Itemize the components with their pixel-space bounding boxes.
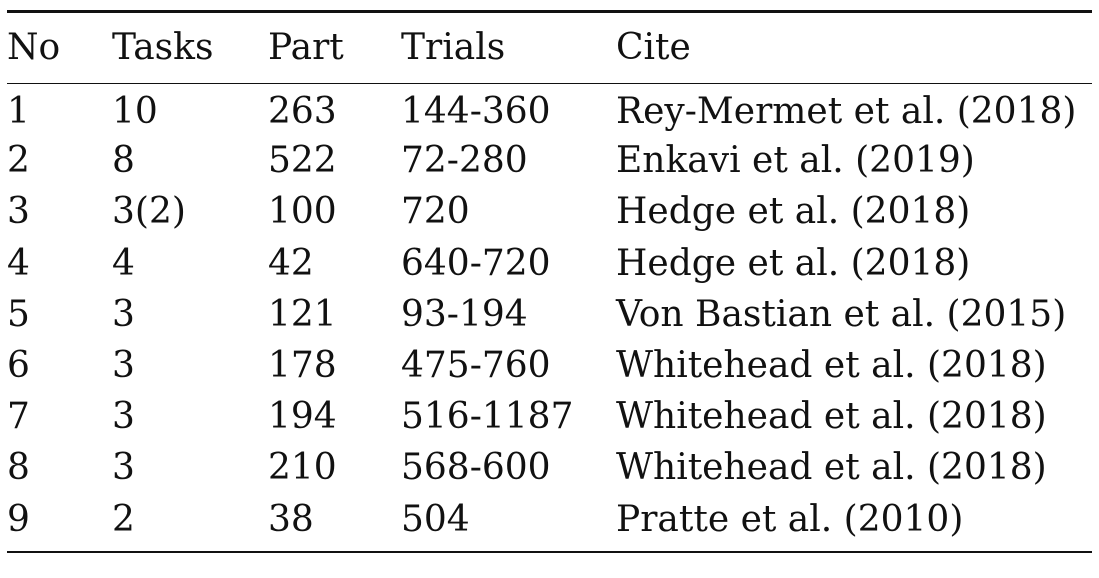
cell-cite: Enkavi et al. (2019) bbox=[616, 140, 975, 182]
cell-no: 7 bbox=[7, 396, 30, 438]
table-row bbox=[7, 186, 1092, 237]
cell-no: 1 bbox=[7, 91, 30, 133]
cell-cite: Hedge et al. (2018) bbox=[616, 191, 971, 233]
cell-tasks: 3(2) bbox=[112, 191, 186, 233]
cell-cite: Pratte et al. (2010) bbox=[616, 498, 964, 540]
cell-cite: Hedge et al. (2018) bbox=[616, 242, 971, 284]
cell-cite: Whitehead et al. (2018) bbox=[616, 345, 1047, 387]
cell-part: 100 bbox=[268, 191, 337, 233]
cell-trials: 504 bbox=[401, 498, 470, 540]
cell-no: 5 bbox=[7, 293, 30, 335]
table-header bbox=[7, 13, 1092, 83]
cell-tasks: 8 bbox=[112, 140, 135, 182]
cell-part: 42 bbox=[268, 242, 314, 284]
table-body bbox=[7, 84, 1092, 545]
studies-table-body bbox=[7, 84, 1092, 545]
header-row bbox=[7, 13, 1092, 83]
table-row bbox=[7, 493, 1092, 544]
cell-tasks: 3 bbox=[112, 447, 135, 489]
cell-no: 8 bbox=[7, 447, 30, 489]
cell-trials: 72-280 bbox=[401, 140, 528, 182]
table-row bbox=[7, 238, 1092, 289]
cell-trials: 475-760 bbox=[401, 345, 551, 387]
studies-table bbox=[7, 13, 1092, 83]
cell-tasks: 2 bbox=[112, 498, 135, 540]
cell-part: 263 bbox=[268, 91, 337, 133]
cell-tasks: 3 bbox=[112, 345, 135, 387]
cell-no: 4 bbox=[7, 242, 30, 284]
cell-part: 38 bbox=[268, 498, 314, 540]
cell-tasks: 4 bbox=[112, 242, 135, 284]
cell-no: 9 bbox=[7, 498, 30, 540]
cell-cite: Von Bastian et al. (2015) bbox=[616, 293, 1067, 335]
cell-trials: 568-600 bbox=[401, 447, 551, 489]
cell-part: 522 bbox=[268, 140, 337, 182]
cell-part: 194 bbox=[268, 396, 337, 438]
cell-part: 210 bbox=[268, 447, 337, 489]
cell-trials: 144-360 bbox=[401, 91, 551, 133]
cell-no: 6 bbox=[7, 345, 30, 387]
bottom-rule bbox=[7, 551, 1092, 554]
header-cite: Cite bbox=[616, 27, 691, 69]
table-row bbox=[7, 84, 1092, 135]
cell-no: 3 bbox=[7, 191, 30, 233]
table-row bbox=[7, 135, 1092, 186]
data-table bbox=[7, 10, 1092, 553]
cell-tasks: 3 bbox=[112, 293, 135, 335]
cell-cite: Rey-Mermet et al. (2018) bbox=[616, 91, 1077, 133]
cell-tasks: 3 bbox=[112, 396, 135, 438]
table-row bbox=[7, 442, 1092, 493]
cell-cite: Whitehead et al. (2018) bbox=[616, 447, 1047, 489]
header-no: No bbox=[7, 27, 61, 69]
cell-tasks: 10 bbox=[112, 91, 158, 133]
header-part: Part bbox=[268, 27, 344, 69]
cell-part: 121 bbox=[268, 293, 337, 335]
cell-no: 2 bbox=[7, 140, 30, 182]
cell-cite: Whitehead et al. (2018) bbox=[616, 396, 1047, 438]
cell-trials: 516-1187 bbox=[401, 396, 574, 438]
cell-trials: 640-720 bbox=[401, 242, 551, 284]
header-trials: Trials bbox=[401, 27, 506, 69]
cell-part: 178 bbox=[268, 345, 337, 387]
table-row bbox=[7, 391, 1092, 442]
table-row bbox=[7, 340, 1092, 391]
table-row bbox=[7, 289, 1092, 340]
header-tasks: Tasks bbox=[112, 27, 214, 69]
cell-trials: 720 bbox=[401, 191, 470, 233]
cell-trials: 93-194 bbox=[401, 293, 528, 335]
